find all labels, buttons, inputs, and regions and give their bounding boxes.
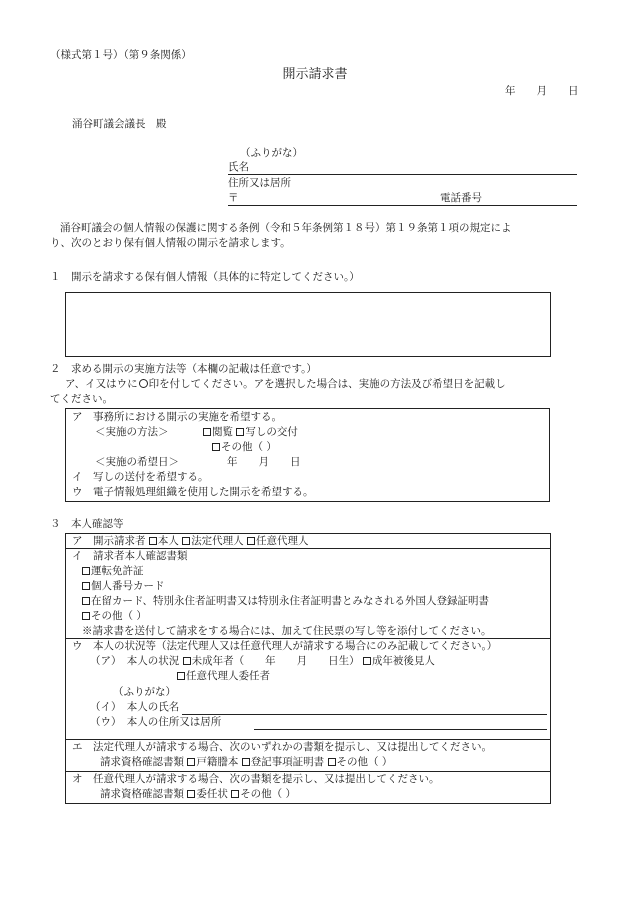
name-label: 氏名 bbox=[228, 161, 249, 173]
requester-row: ア 開示請求者 本人 法定代理人 任意代理人 bbox=[72, 535, 309, 547]
other-method-checkbox[interactable] bbox=[212, 443, 220, 451]
form-number-label: （様式第１号）（第９条関係） bbox=[50, 49, 192, 61]
residence-card-checkbox[interactable] bbox=[82, 597, 90, 605]
principal-agent-row: 任意代理人委任者 bbox=[177, 670, 270, 683]
intro-line-1: 涌谷町議会の個人情報の保護に関する条例（令和５年条例第１８号）第１９条第１項の規定によ bbox=[60, 222, 512, 234]
view-checkbox[interactable] bbox=[203, 428, 211, 436]
id-doc-row: その他（ ） bbox=[82, 610, 147, 623]
divider bbox=[65, 548, 551, 549]
copy-checkbox[interactable] bbox=[236, 428, 244, 436]
phone-label: 電話番号 bbox=[440, 192, 482, 204]
adult-ward-checkbox[interactable] bbox=[363, 657, 371, 665]
agent-principal-checkbox[interactable] bbox=[177, 672, 185, 680]
self-checkbox[interactable] bbox=[149, 537, 157, 545]
id-doc-row: 個人番号カード bbox=[82, 580, 165, 593]
principal-status-row: （ア） 本人の状況 未成年者（ 年 月 日生） 成年被後見人 bbox=[90, 655, 435, 667]
section2-heading: ２ 求める開示の実施方法等（本欄の記載は任意です。） bbox=[50, 363, 317, 375]
other-id-checkbox[interactable] bbox=[82, 612, 90, 620]
divider bbox=[65, 638, 551, 639]
other-legal-doc-checkbox[interactable] bbox=[328, 758, 336, 766]
section2-note-line-2: てください。 bbox=[50, 393, 113, 405]
principal-address-label: （ウ） 本人の住所又は居所 bbox=[90, 716, 222, 728]
divider bbox=[65, 739, 551, 740]
section3-heading: ３ 本人確認等 bbox=[50, 518, 124, 530]
option-a-office[interactable]: ア 事務所における開示の実施を希望する。 bbox=[72, 411, 282, 423]
option-i-mail[interactable]: イ 写しの送付を希望する。 bbox=[72, 471, 209, 483]
principal-furigana-label: （ふりがな） bbox=[113, 686, 176, 698]
minor-checkbox[interactable] bbox=[183, 657, 191, 665]
method-label: ＜実施の方法＞ bbox=[95, 426, 169, 438]
power-of-attorney-checkbox[interactable] bbox=[187, 790, 195, 798]
voluntary-agent-docs-label: オ 任意代理人が請求する場合、次の書類を提示し、又は提出してください。 bbox=[72, 773, 440, 785]
intro-line-2: り、次のとおり保有個人情報の開示を請求します。 bbox=[50, 237, 291, 249]
legal-agent-checkbox[interactable] bbox=[182, 537, 190, 545]
id-doc-row: 在留カード、特別永住者証明書又は特別永住者証明書とみなされる外国人登録証明書 bbox=[82, 595, 489, 608]
mynumber-card-checkbox[interactable] bbox=[82, 582, 90, 590]
principal-name-label: （イ） 本人の氏名 bbox=[90, 701, 180, 713]
id-doc-row: 運転免許証 bbox=[82, 565, 144, 578]
addressee: 涌谷町議会議長 殿 bbox=[72, 118, 167, 130]
principal-address-field[interactable] bbox=[254, 729, 547, 730]
section2-note-line-1: ア、イ又はウに 印を付してください。アを選択した場合は、実施の方法及び希望日を記載し bbox=[65, 378, 506, 390]
date-field[interactable]: 年 月 日 bbox=[505, 85, 579, 97]
family-register-checkbox[interactable] bbox=[187, 758, 195, 766]
id-docs-note: ※請求書を送付して請求をする場合には、加えて住民票の写し等を添付してください。 bbox=[82, 625, 492, 637]
circle-mark-icon bbox=[139, 379, 148, 388]
drivers-license-checkbox[interactable] bbox=[82, 567, 90, 575]
registry-cert-checkbox[interactable] bbox=[242, 758, 250, 766]
address-field[interactable] bbox=[228, 205, 577, 206]
voluntary-agent-docs-row: 請求資格確認書類 委任状 その他（ ） bbox=[100, 788, 297, 800]
desired-date-field[interactable]: 年 月 日 bbox=[227, 456, 301, 468]
postal-mark: 〒 bbox=[228, 192, 239, 204]
requested-info-field[interactable] bbox=[65, 292, 551, 357]
divider bbox=[65, 771, 551, 772]
id-docs-label: イ 請求者本人確認書類 bbox=[72, 550, 188, 562]
other-voluntary-doc-checkbox[interactable] bbox=[231, 790, 239, 798]
furigana-label: （ふりがな） bbox=[240, 147, 303, 159]
voluntary-agent-checkbox[interactable] bbox=[247, 537, 255, 545]
desired-date-label: ＜実施の希望日＞ bbox=[95, 456, 179, 468]
legal-agent-docs-row: 請求資格確認書類 戸籍謄本 登記事項証明書 その他（ ） bbox=[100, 756, 393, 768]
method-options-row: 閲覧 写しの交付 bbox=[203, 426, 298, 439]
legal-agent-docs-label: エ 法定代理人が請求する場合、次のいずれかの書類を提示し、又は提出してください。 bbox=[72, 741, 492, 753]
principal-status-label: ウ 本人の状況等（法定代理人又は任意代理人が請求する場合にのみ記載してください。） bbox=[72, 640, 498, 652]
section1-heading: １ 開示を請求する保有個人情報（具体的に特定してください。） bbox=[50, 271, 360, 283]
address-label: 住所又は居所 bbox=[228, 177, 291, 189]
name-field[interactable] bbox=[228, 174, 577, 175]
principal-name-field[interactable] bbox=[182, 714, 547, 715]
page-title: 開示請求書 bbox=[282, 67, 348, 82]
method-other-row: その他（ ） bbox=[212, 441, 277, 454]
option-u-electronic[interactable]: ウ 電子情報処理組織を使用した開示を希望する。 bbox=[72, 486, 314, 498]
